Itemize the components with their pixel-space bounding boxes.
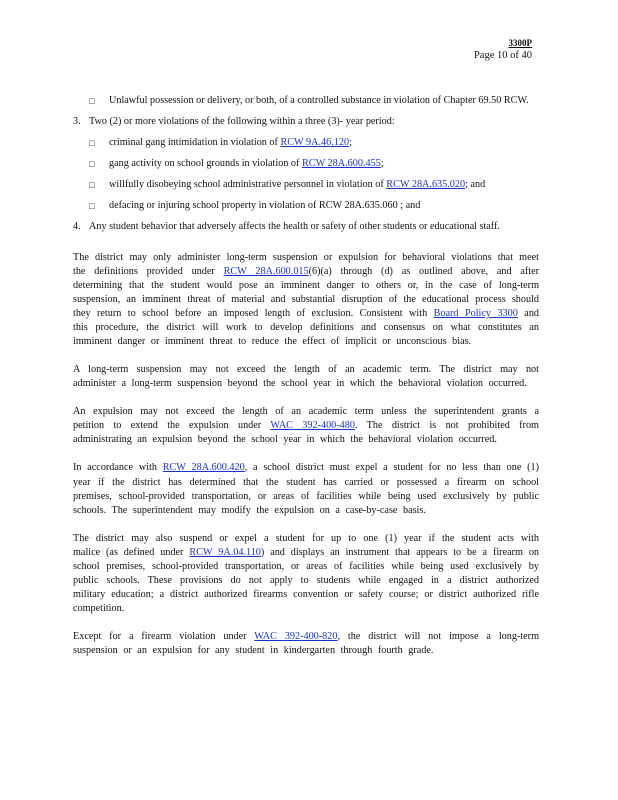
text-run: The district may also suspend or expel a student for up to one (1) year if the student acts with malice (as defined under (73, 532, 539, 558)
paragraph (73, 532, 539, 616)
text-run: and this procedure, the district will work to develop definitions and consensus on what constitutes an imminent danger or imminent threat to reduce the effect of implicit or unconscious bias. (73, 307, 540, 348)
paragraph (73, 405, 539, 447)
paragraph (73, 630, 539, 658)
list-item (73, 136, 539, 150)
list-item (73, 94, 539, 108)
list-item-text: Unlawful possession or delivery, or both, of a controlled substance in violation of Chapter 69.50 RCW. (109, 95, 529, 106)
paragraph: A long-term suspension may not exceed the length of an academic term. The district may not administer a long-term suspension beyond the school year in which the behavioral violation occurred. (73, 364, 539, 390)
rcw-link[interactable]: RCW 28A.600.455 (301, 158, 381, 170)
list-item (73, 157, 539, 171)
checkbox-bullet-icon: □ (89, 201, 95, 212)
text-run: In accordance with (73, 462, 163, 474)
list-item (73, 199, 539, 213)
text-run: An expulsion may not exceed the length of an academic term unless the superintendent grants a petition to extend the expulsion under (73, 406, 539, 432)
page-number: Page 10 of 40 (473, 49, 532, 61)
page-header (474, 38, 532, 63)
checkbox-bullet-icon: □ (89, 159, 95, 170)
item-text: Two (2) or more violations of the following within a three (3)- year period: (89, 116, 395, 128)
item-number: 3. (73, 116, 81, 128)
text-run: The district may only administer long-term suspension or expulsion for behavioral violations that meet the definitions provided under (73, 251, 539, 277)
numbered-item-3 (73, 115, 539, 129)
rcw-link[interactable]: RCW 9A.46.120 (280, 137, 350, 149)
list-item-suffix: ; (380, 158, 384, 170)
policy-code: 3300P (508, 38, 532, 48)
text-run: . The district is not prohibited from administrating an expulsion beyond the school year in which the behavioral violation occurred. (73, 420, 539, 446)
item-text: Any student behavior that adversely affects the health or safety of other students or educational staff. (89, 221, 500, 233)
rcw-link[interactable]: RCW 9A.04.110 (189, 546, 261, 558)
paragraph (73, 251, 539, 350)
item-number: 4. (73, 221, 81, 233)
numbered-item-4 (73, 220, 539, 234)
wac-link[interactable]: WAC 392-400-820 (254, 631, 338, 643)
list-item-suffix: ; and (465, 179, 486, 191)
board-policy-link[interactable]: Board Policy 3300 (433, 307, 518, 319)
checkbox-bullet-icon: □ (89, 96, 95, 106)
text-run: (6)(a) through (d) as outlined above, and after determining that the student would pose an imminent danger to others or, in the case of long-term suspension, an imminent threat of material and substantial disruption of the educational process should they return to school before an imposed length of exclusion. Consistent with (73, 265, 539, 319)
rcw-link[interactable]: RCW 28A.600.420 (162, 462, 245, 474)
checkbox-bullet-icon: □ (89, 180, 95, 191)
rcw-link[interactable]: RCW 28A.635.020 (386, 179, 466, 191)
wac-link[interactable]: WAC 392-400-480 (270, 420, 355, 432)
checkbox-bullet-icon: □ (89, 138, 95, 149)
list-item-text: defacing or injuring school property in violation of RCW 28A.635.060 ; and (109, 200, 421, 212)
document-body (73, 94, 539, 672)
text-run: ) and displays an instrument that appears to be a firearm on school premises, school-provided transportation, or areas of facilities while being used exclusively by public schools. These provisions do not apply to students while engaged in a district authorized military education; a district authorized firearms convention or safety course; or district authorized rifle competition. (73, 546, 540, 615)
list-item-text: criminal gang intimidation in violation of (109, 137, 281, 149)
list-item (73, 178, 539, 192)
list-item-suffix: ; (349, 137, 352, 149)
list-item-text: gang activity on school grounds in violation of (109, 158, 302, 170)
text-run: , a school district must expel a student for no less than one (1) year if the district has determined that the student has carried or possessed a firearm on school premises, school-provided transportation, or areas of facilities while being used exclusively by public schools. The superintendent may modify the expulsion on a case-by-case basis. (73, 462, 539, 516)
list-item-text: willfully disobeying school administrative personnel in violation of (109, 179, 387, 191)
text-run: , the district will not impose a long-term suspension or an expulsion for any student in kindergarten through fourth grade. (73, 631, 540, 657)
rcw-link[interactable]: RCW 28A.600.015 (223, 265, 309, 277)
paragraph (73, 461, 539, 517)
text-run: Except for a firearm violation under (73, 631, 255, 643)
